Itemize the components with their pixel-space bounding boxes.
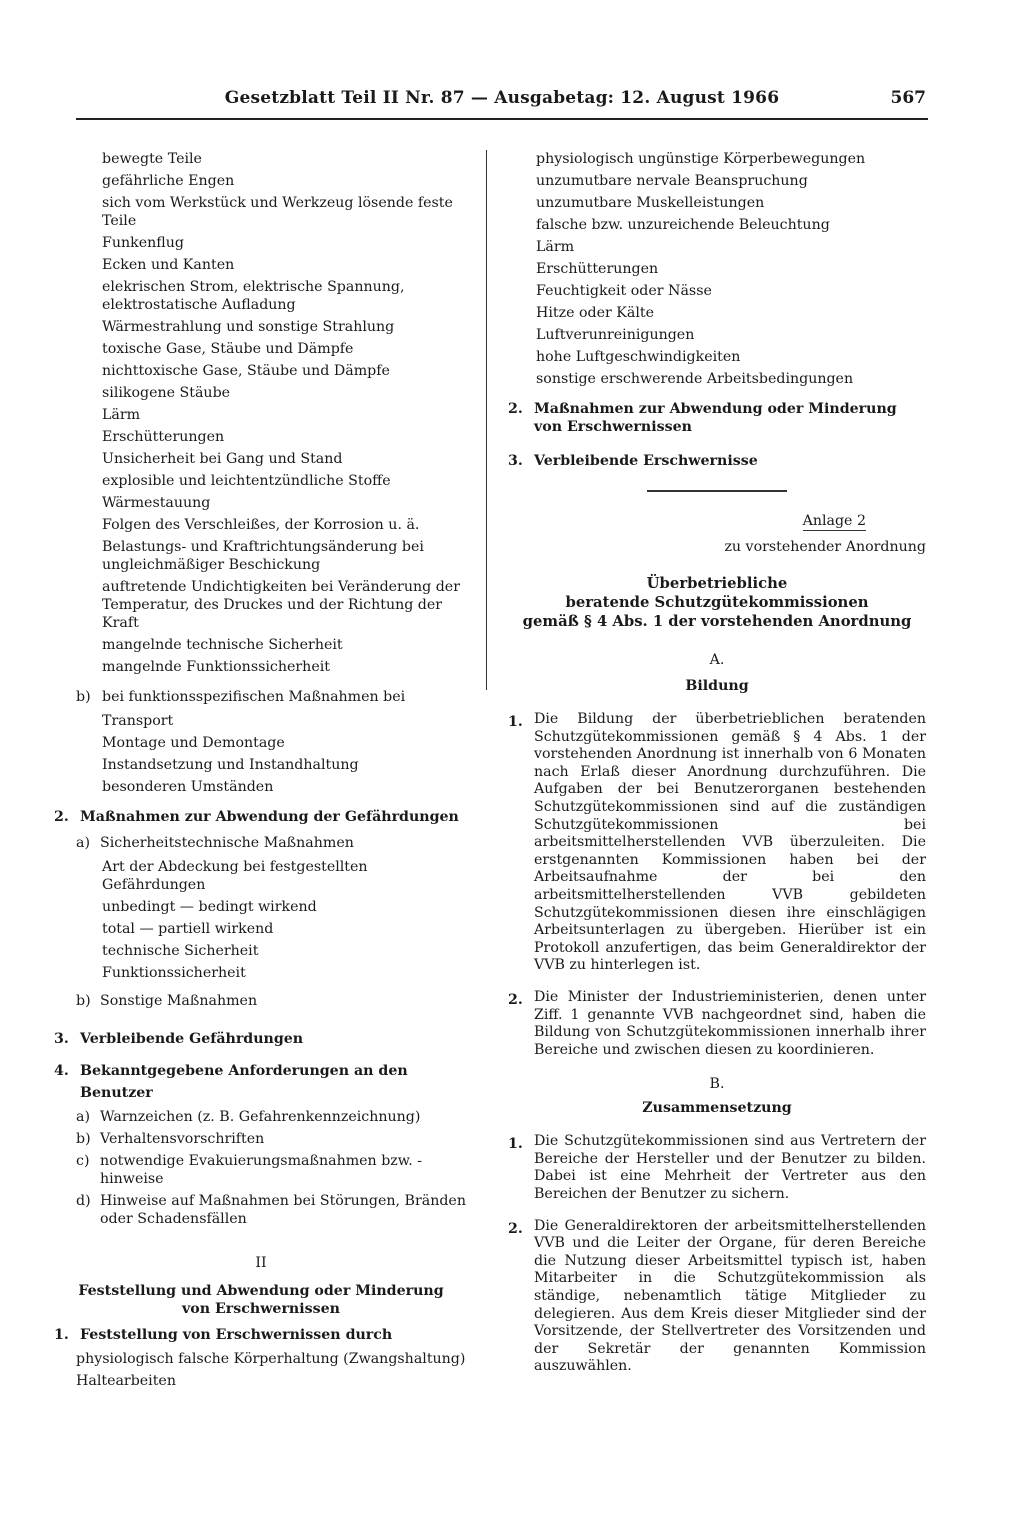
section-number: 4. bbox=[54, 1063, 69, 1079]
right-section-3 bbox=[508, 450, 926, 472]
item-marker: b) bbox=[76, 1131, 91, 1147]
sec2-a-marker: a) bbox=[76, 835, 90, 851]
list-item: Feuchtigkeit oder Nässe bbox=[536, 283, 712, 299]
list-item: Hitze oder Kälte bbox=[536, 305, 654, 321]
list-item: unzumutbare Muskelleistungen bbox=[536, 195, 765, 211]
sec2-a-heading bbox=[54, 832, 468, 854]
section-number: 1. bbox=[54, 1327, 69, 1343]
list-item: Erschütterungen bbox=[102, 429, 225, 445]
paragraph-number: 1. bbox=[508, 1136, 523, 1153]
item-marker: c) bbox=[76, 1153, 90, 1169]
part-2-section-1 bbox=[54, 1324, 468, 1346]
list-item: Ecken und Kanten bbox=[102, 257, 235, 273]
sec2-b-marker: b) bbox=[76, 993, 91, 1009]
list-b-heading bbox=[54, 686, 468, 708]
list-item: Art der Abdeckung bei festgestellten Gefährdungen bbox=[102, 859, 368, 893]
item-marker: d) bbox=[76, 1193, 91, 1209]
page-number: 567 bbox=[890, 88, 926, 108]
paragraph-number: 1. bbox=[508, 714, 523, 730]
item-text: Hinweise auf Maßnahmen bei Störungen, Bränden oder Schadensfällen bbox=[100, 1193, 466, 1227]
section-title: Feststellung von Erschwernissen durch bbox=[80, 1327, 393, 1343]
list-item: unzumutbare nervale Beanspruchung bbox=[536, 173, 808, 189]
part-2-roman: II bbox=[255, 1255, 267, 1271]
section-title: Maßnahmen zur Abwendung oder Minderung von Erschwernissen bbox=[534, 401, 897, 435]
list-item: elekrischen Strom, elektrische Spannung, elektrostatische Aufladung bbox=[102, 279, 405, 313]
list-item: Funktionssicherheit bbox=[102, 965, 246, 981]
list-item: silikogene Stäube bbox=[102, 385, 231, 401]
part-b-title: Zusammensetzung bbox=[642, 1100, 792, 1117]
sec2-b-heading bbox=[54, 990, 468, 1012]
list-item: Wärmestauung bbox=[102, 495, 211, 511]
list-item: physiologisch ungünstige Körperbewegungen bbox=[536, 151, 866, 167]
paragraph bbox=[508, 1133, 926, 1203]
item-text: Warnzeichen (z. B. Gefahrenkennzeichnung) bbox=[100, 1109, 421, 1125]
list-item: Belastungs- und Kraftrichtungsänderung bei ungleichmäßiger Beschickung bbox=[102, 539, 424, 573]
section-number: 3. bbox=[508, 453, 523, 469]
left-section-3 bbox=[54, 1028, 468, 1050]
list-item bbox=[54, 1192, 468, 1228]
section-number: 2. bbox=[508, 401, 523, 417]
list-item: Lärm bbox=[102, 407, 141, 423]
part-2-title bbox=[54, 1282, 468, 1318]
column-divider bbox=[486, 150, 487, 690]
list-item bbox=[54, 1108, 468, 1126]
list-item bbox=[54, 1152, 468, 1188]
list-item: unbedingt — bedingt wirkend bbox=[102, 899, 317, 915]
list-item: besonderen Umständen bbox=[102, 779, 274, 795]
item-marker: a) bbox=[76, 1109, 90, 1125]
list-item: Luftverunreinigungen bbox=[536, 327, 695, 343]
main-title-line-1: Überbetriebliche bbox=[646, 575, 788, 592]
part-2-title-line-2: von Erschwernissen bbox=[182, 1301, 340, 1317]
part-a-title: Bildung bbox=[685, 678, 749, 694]
section-number: 2. bbox=[54, 809, 69, 825]
list-item: Folgen des Verschleißes, der Korrosion u. ä. bbox=[102, 517, 420, 533]
hazard-list-a bbox=[54, 150, 468, 676]
right-column bbox=[508, 146, 926, 1376]
item-text: notwendige Evakuierungsmaßnahmen bzw. -hinweise bbox=[100, 1153, 423, 1187]
right-section-2 bbox=[508, 400, 926, 436]
main-title bbox=[508, 574, 926, 631]
section-title: Verbleibende Gefährdungen bbox=[80, 1031, 304, 1047]
list-item: Haltearbeiten bbox=[76, 1373, 176, 1389]
page-header bbox=[76, 82, 928, 120]
section-number: 3. bbox=[54, 1031, 69, 1047]
list-item: bewegte Teile bbox=[102, 151, 202, 167]
main-title-line-3: gemäß § 4 Abs. 1 der vorstehenden Anordnung bbox=[522, 613, 912, 630]
part-a-letter: A. bbox=[709, 652, 725, 668]
paragraph bbox=[508, 1218, 926, 1376]
part-2-title-line-1: Feststellung und Abwendung oder Minderung bbox=[78, 1283, 444, 1299]
list-item: mangelnde technische Sicherheit bbox=[102, 637, 343, 653]
item-text: Verhaltensvorschriften bbox=[100, 1131, 265, 1147]
paragraph bbox=[508, 989, 926, 1059]
paragraph-text: Die Bildung der überbetrieblichen beratenden Schutzgütekommissionen gemäß § 4 Abs. 1 der vorstehenden Anordnung ist innerhalb von 6 Monaten nach Erlaß dieser Anordnung durchzuführen. Die Aufgaben der bei Benutzerorganen bestehenden Schutzgütekommissionen sind auf die zuständigen Schutzgütekommissionen bei arbeitsmittelherstellenden VVB überzuleiten. Die erstgenannten Kommissionen haben bei der Arbeitsaufnahme der bei den arbeitsmittelherstellenden VVB gebildeten Schutzgütekommissionen diesen ihre einschlägigen Arbeitsunterlagen zu übergeben. Hierüber ist ein Protokoll anzufertigen, das beim Generaldirektor der VVB zu hinterlegen ist. bbox=[534, 711, 926, 974]
paragraph bbox=[508, 711, 926, 975]
paragraph-number: 2. bbox=[508, 991, 523, 1008]
list-item: nichttoxische Gase, Stäube und Dämpfe bbox=[102, 363, 390, 379]
part-a-paragraphs bbox=[508, 711, 926, 1059]
list-item: Montage und Demontage bbox=[102, 735, 285, 751]
sec2-a-list bbox=[54, 858, 468, 982]
left-column bbox=[54, 146, 468, 1390]
anlage-label bbox=[508, 510, 926, 532]
list-item: Transport bbox=[102, 713, 174, 729]
list-item: mangelnde Funktionssicherheit bbox=[102, 659, 330, 675]
list-item: Erschütterungen bbox=[536, 261, 659, 277]
paragraph-text: Die Minister der Industrieministerien, denen unter Ziff. 1 genannte VVB nachgeordnet sind, haben die Bildung von Schutzgütekommissionen innerhalb ihrer Bereiche und zwischen diesen zu koordinieren. bbox=[534, 988, 926, 1058]
list-item: hohe Luftgeschwindigkeiten bbox=[536, 349, 741, 365]
list-item: Lärm bbox=[536, 239, 575, 255]
main-title-line-2: beratende Schutzgütekommissionen bbox=[565, 594, 869, 611]
left-section-2 bbox=[54, 806, 468, 828]
list-item: Funkenflug bbox=[102, 235, 184, 251]
list-item: toxische Gase, Stäube und Dämpfe bbox=[102, 341, 354, 357]
anlage-subtitle: zu vorstehender Anordnung bbox=[724, 539, 926, 555]
paragraph-text: Die Generaldirektoren der arbeitsmittelherstellenden VVB und die Leiter der Organe, für deren Bereiche die Nutzung dieser Arbeitsmittel typisch ist, haben Mitarbeiter in die Schutzgütekommission als ständige, nebenamtlich tätige Mitglieder zu delegieren. Aus dem Kreis dieser Mitglieder sind der Vorsitzende, der Stellvertreter des Vorsitzenden und der Sekretär der genannten Kommission auszuwählen. bbox=[534, 1217, 926, 1375]
list-item: explosible und leichtentzündliche Stoffe bbox=[102, 473, 391, 489]
sec2-b-head: Sonstige Maßnahmen bbox=[100, 993, 258, 1009]
section-title: Verbleibende Erschwernisse bbox=[534, 453, 758, 469]
list-item: physiologisch falsche Körperhaltung (Zwangshaltung) bbox=[76, 1351, 466, 1367]
list-item: Unsicherheit bei Gang und Stand bbox=[102, 451, 343, 467]
list-b-marker: b) bbox=[76, 689, 91, 705]
list-item bbox=[54, 1130, 468, 1148]
list-item: sich vom Werkstück und Werkzeug lösende feste Teile bbox=[102, 195, 453, 229]
sec2-a-head: Sicherheitstechnische Maßnahmen bbox=[100, 835, 354, 851]
list-item: Instandsetzung und Instandhaltung bbox=[102, 757, 359, 773]
burden-list bbox=[508, 150, 926, 388]
part-b-paragraphs bbox=[508, 1133, 926, 1376]
part-b-letter: B. bbox=[709, 1076, 725, 1093]
sec4-list bbox=[54, 1108, 468, 1228]
list-item: total — partiell wirkend bbox=[102, 921, 274, 937]
list-item: falsche bzw. unzureichende Beleuchtung bbox=[536, 217, 830, 233]
list-item: auftretende Undichtigkeiten bei Veränderung der Temperatur, des Druckes und der Richtung der Kraft bbox=[102, 579, 460, 631]
list-item: technische Sicherheit bbox=[102, 943, 259, 959]
anlage-title: Anlage 2 bbox=[802, 513, 866, 529]
paragraph-number: 2. bbox=[508, 1220, 523, 1237]
list-item: sonstige erschwerende Arbeitsbedingungen bbox=[536, 371, 854, 387]
paragraph-text: Die Schutzgütekommissionen sind aus Vertretern der Bereiche der Hersteller und der Benutzer zu bilden. Dabei ist eine Mehrheit der Vertreter aus den Bereichen der Benutzer zu sichern. bbox=[534, 1133, 926, 1203]
list-item: gefährliche Engen bbox=[102, 173, 235, 189]
section-divider bbox=[647, 490, 787, 492]
left-section-4 bbox=[54, 1060, 468, 1104]
hazard-list-b bbox=[54, 712, 468, 796]
list-b-head: bei funktionsspezifischen Maßnahmen bei bbox=[102, 689, 406, 705]
header-title: Gesetzblatt Teil II Nr. 87 — Ausgabetag: 12. August 1966 bbox=[224, 88, 780, 108]
section-title: Maßnahmen zur Abwendung der Gefährdungen bbox=[80, 809, 459, 825]
part-2-section-1-list bbox=[54, 1350, 468, 1390]
list-item: Wärmestrahlung und sonstige Strahlung bbox=[102, 319, 395, 335]
section-title: Bekanntgegebene Anforderungen an den Benutzer bbox=[80, 1063, 408, 1101]
